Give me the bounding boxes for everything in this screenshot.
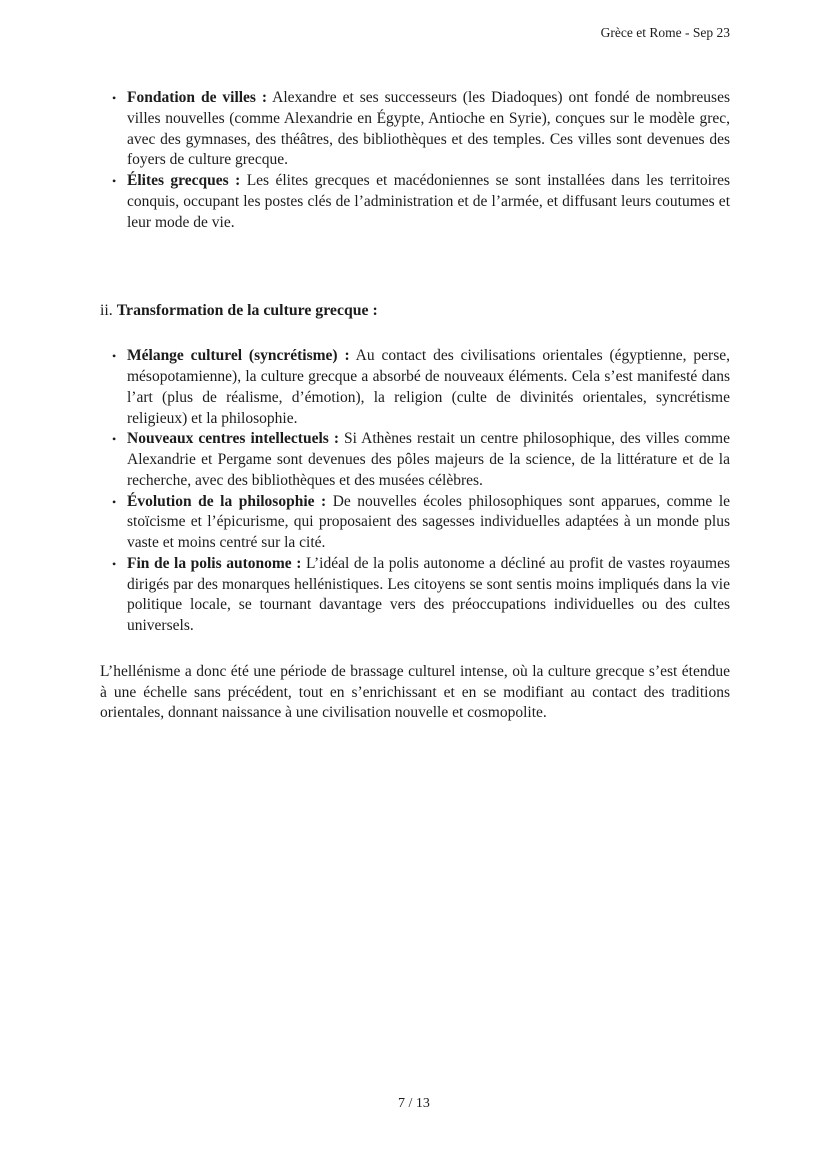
list-item: [127, 88, 730, 171]
item-text: Alexandre et ses successeurs (les Diadoques) ont fondé de nombreuses villes nouvelles (comme Alexandrie en Égypte, Antioche en Syrie), conçues sur le modèle grec, avec des gymnases, des théâtres, des bibliothèques et des temples. Ces villes sont devenues des foyers de culture grecque.: [127, 89, 731, 169]
item-term: Mélange culturel (syncrétisme) :: [127, 347, 350, 365]
bullet-list-transformation: [100, 346, 730, 637]
list-item: [127, 171, 730, 233]
item-text: Les élites grecques et macédoniennes se sont installées dans les territoires conquis, occupant les postes clés de l’administration et de l’armée, et diffusant leurs coutumes et leur mode de vie.: [127, 172, 731, 231]
item-term: Nouveaux centres intellectuels :: [127, 430, 339, 448]
heading-numeral: ii.: [100, 302, 113, 320]
section-heading: [100, 300, 730, 321]
list-item: [127, 429, 730, 491]
closing-paragraph: L’hellénisme a donc été une période de brassage culturel intense, où la culture grecque s’est étendue à une échelle sans précédent, tout en s’enrichissant et en se modifiant au contact des traditions orientales, donnant naissance à une civilisation nouvelle et cosmopolite.: [100, 662, 730, 722]
item-term: Fin de la polis autonome :: [127, 554, 302, 572]
item-term: Fondation de villes :: [127, 89, 268, 106]
page-header: Grèce et Rome - Sep 23: [600, 25, 730, 40]
item-text: De nouvelles écoles philosophiques sont apparues, comme le stoïcisme et l’épicurisme, qui proposaient des sagesses individuelles adaptées à un monde plus vaste et moins centré sur la cité.: [127, 492, 730, 551]
page-content: [100, 88, 730, 724]
item-text: L’idéal de la polis autonome a décliné au profit de vastes royaumes dirigés par des monarques hellénistiques. Les citoyens se sont sentis moins impliqués dans la vie politique locale, se tournant davantage vers des préoccupations individuelles ou des cultes universels.: [127, 554, 730, 634]
page-number: 7 / 13: [398, 1096, 430, 1111]
list-item: [127, 492, 730, 554]
item-text: Au contact des civilisations orientales (égyptienne, perse, mésopotamienne), la culture grecque a absorbé de nouveaux éléments. Cela s’est manifesté dans l’art (plus de réalisme, d’émotion), la religion (culte de divinités orientales, syncrétisme religieux) et la philosophie.: [127, 347, 730, 427]
bullet-list-hellenisation: [100, 88, 730, 233]
item-term: Évolution de la philosophie :: [127, 492, 327, 510]
heading-title: Transformation de la culture grecque :: [116, 302, 378, 320]
list-item: [127, 346, 730, 429]
item-text: Si Athènes restait un centre philosophique, des villes comme Alexandrie et Pergame sont devenues des pôles majeurs de la science, de la littérature et de la recherche, avec des bibliothèques et des musées célèbres.: [127, 430, 730, 489]
item-term: Élites grecques :: [127, 172, 241, 189]
list-item: [127, 554, 730, 637]
